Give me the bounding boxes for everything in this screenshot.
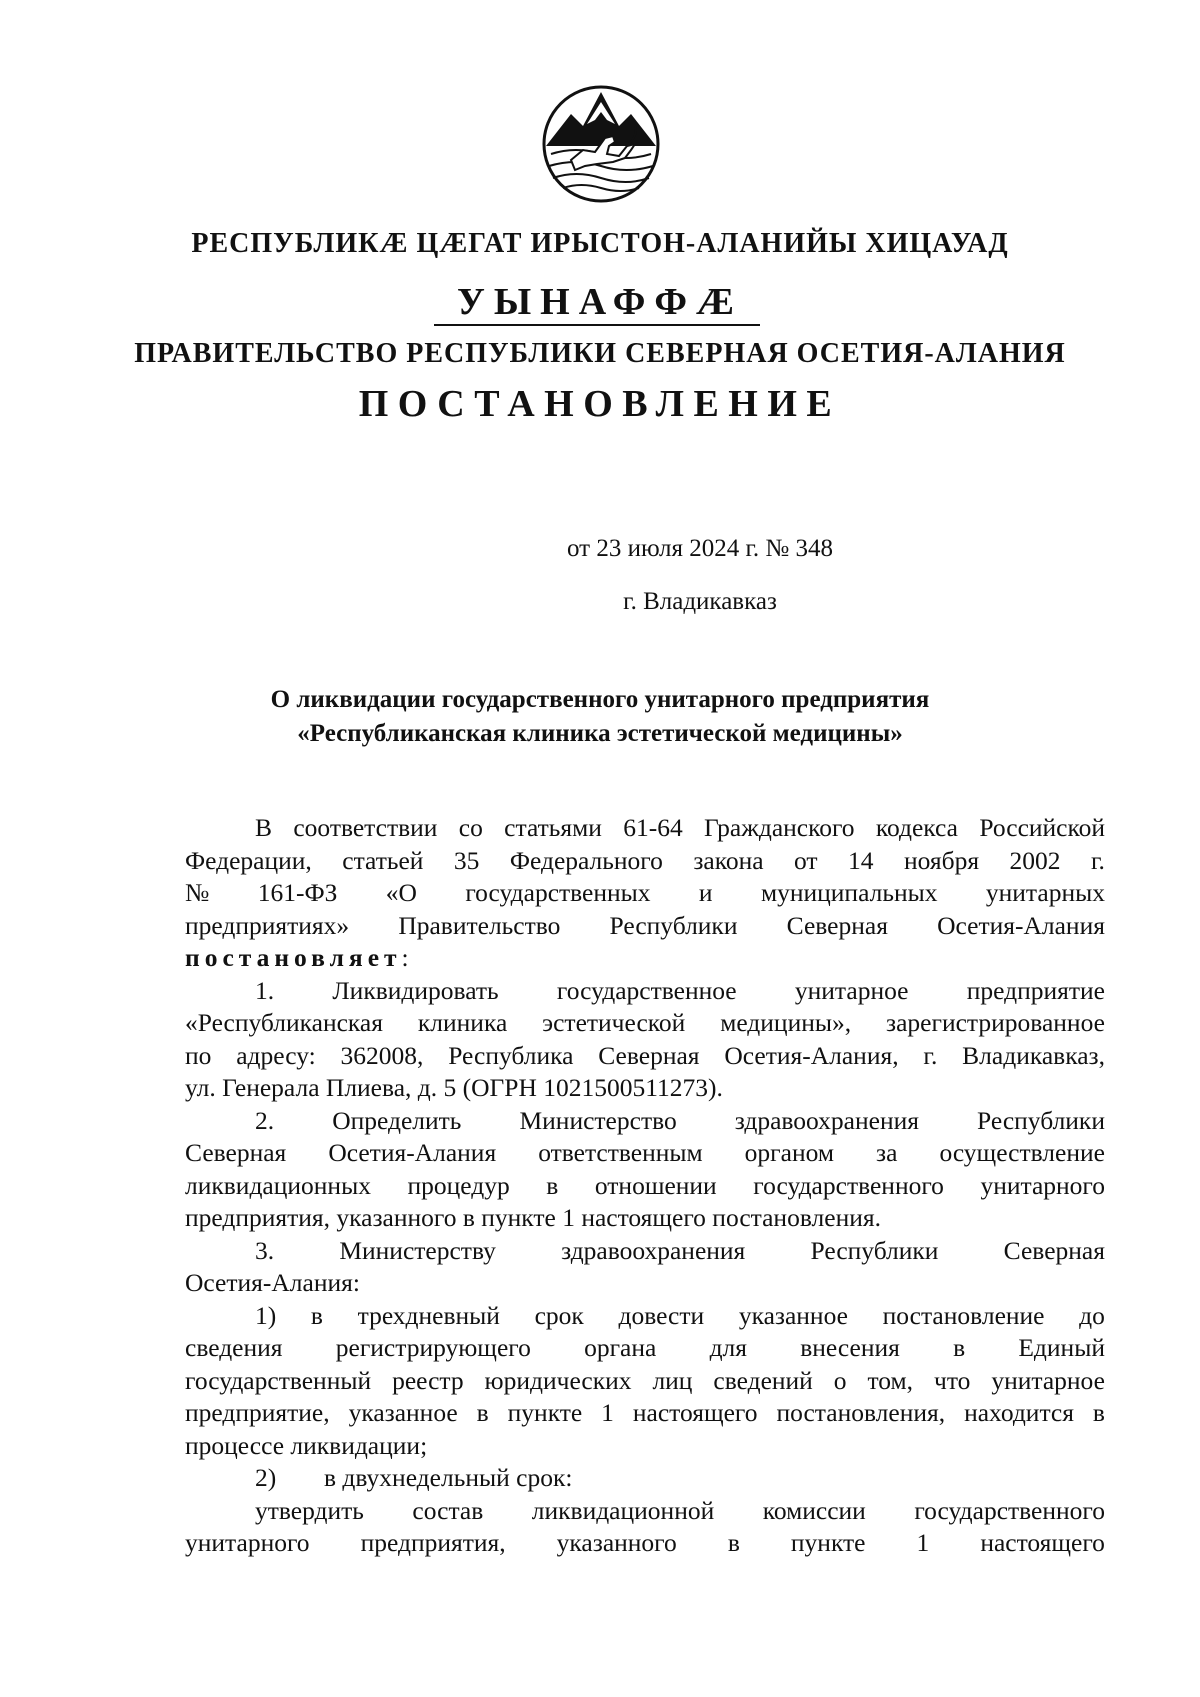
word: Республики [977, 1105, 1105, 1135]
word: «О [385, 878, 417, 907]
word: ответственным [538, 1138, 703, 1167]
body-line [185, 845, 1105, 878]
word: предприятие, [185, 1398, 330, 1427]
word: Осетия-Алания [328, 1138, 497, 1167]
word: зарегистрированное [886, 1008, 1105, 1037]
word: 14 [848, 845, 874, 875]
word: состав [412, 1495, 484, 1525]
word: указанное [348, 1398, 458, 1427]
document-date-number: от 23 июля 2024 г. № 348 [566, 535, 834, 562]
word: здравоохранения [561, 1235, 746, 1265]
word: от [794, 845, 818, 875]
resolution-keyword: постановляет [185, 943, 402, 972]
word: г. [1090, 845, 1105, 875]
word: унитарного [185, 1528, 310, 1557]
word: за [876, 1138, 898, 1167]
word: эстетической [542, 1008, 686, 1037]
word: в [476, 1398, 489, 1427]
russian-document-type: ПОСТАНОВЛЕНИЕ [358, 383, 842, 425]
word: 1 [916, 1528, 930, 1557]
item-number: 1. [255, 975, 275, 1005]
word: юридических [484, 1365, 632, 1395]
word: Российской [979, 813, 1105, 842]
word: Владикавказ, [962, 1040, 1105, 1070]
subitem-2-text: в двухнедельный срок: [324, 1463, 573, 1492]
word: до [1079, 1300, 1105, 1330]
word: том, [867, 1365, 914, 1395]
word: пункте [507, 1398, 583, 1427]
word: государственное [556, 975, 737, 1005]
item-number: 2. [255, 1105, 275, 1135]
body-line [185, 1170, 1105, 1203]
subject-line: О ликвидации государственного унитарного предприятия [270, 686, 930, 713]
word: статьей [342, 845, 424, 875]
word: настоящего [632, 1398, 758, 1427]
word: ликвидационных [185, 1170, 371, 1200]
word: органа [584, 1333, 657, 1362]
document-body [185, 812, 1105, 1560]
word: Республики [810, 1235, 939, 1265]
word: Единый [1018, 1333, 1105, 1362]
word: указанного [556, 1528, 677, 1557]
subitem-2-number: 2) [255, 1463, 277, 1492]
word: указанное [738, 1300, 848, 1330]
word: № [185, 878, 210, 907]
document-city: г. Владикавказ [623, 588, 777, 615]
body-line: предприятия, указанного в пункте 1 настоящего постановления. [185, 1203, 881, 1232]
body-line [185, 1495, 1105, 1528]
word: унитарное [794, 975, 909, 1005]
word: осуществление [939, 1138, 1105, 1167]
word: регистрирующего [335, 1333, 531, 1362]
body-line [185, 1365, 1105, 1398]
word: соответствии [293, 813, 438, 842]
word: 362008, [340, 1040, 424, 1070]
word: Ликвидировать [332, 975, 499, 1005]
word: процедур [407, 1170, 510, 1200]
item-number: 3. [255, 1235, 275, 1265]
body-line: Осетия-Алания: [185, 1268, 360, 1297]
body-line [185, 1007, 1105, 1040]
word: г. [923, 1040, 938, 1070]
word: настоящего [980, 1528, 1105, 1557]
document-subject [200, 683, 1000, 751]
word: унитарного [980, 1170, 1105, 1200]
word: государственных [465, 878, 651, 907]
word: Правительство [398, 910, 561, 940]
body-line [185, 1527, 1105, 1560]
word: в [310, 1300, 323, 1330]
word: сведения [185, 1333, 283, 1362]
header-underline [434, 324, 760, 326]
body-line: процессе ликвидации; [185, 1430, 428, 1460]
word: Осетия-Алания, [724, 1040, 899, 1070]
word: 1 [601, 1398, 614, 1427]
subitem-2-line [185, 1462, 1105, 1495]
word: Министерству [339, 1235, 496, 1265]
ossetian-document-type: УЫНАФФÆ [456, 281, 744, 323]
word: Федерального [509, 845, 663, 875]
word: ноября [903, 845, 980, 875]
item-number: 1) [255, 1300, 277, 1330]
word: сведений [713, 1365, 813, 1395]
word: и [698, 878, 713, 907]
word: предприятие [966, 975, 1105, 1005]
word: в [727, 1528, 740, 1557]
word: в [546, 1170, 559, 1200]
word: утвердить [255, 1495, 364, 1525]
word: унитарных [985, 878, 1105, 907]
word: постановления, [776, 1398, 946, 1427]
body-line [185, 910, 1105, 943]
word: в [953, 1333, 966, 1362]
item-3-line [185, 1235, 1105, 1268]
russian-government-title: ПРАВИТЕЛЬСТВО РЕСПУБЛИКИ СЕВЕРНАЯ ОСЕТИЯ-АЛАНИЯ [134, 338, 1066, 369]
subitem-1-line [185, 1300, 1105, 1333]
word: кодекса [875, 813, 958, 842]
word: со [458, 813, 483, 842]
word: Северная [1003, 1235, 1105, 1265]
word: унитарное [991, 1365, 1105, 1395]
word: Министерство [519, 1105, 677, 1135]
word: государственного [753, 1170, 944, 1200]
word: предприятия, [360, 1528, 506, 1557]
word: Гражданского [704, 813, 855, 842]
item-2-line [185, 1105, 1105, 1138]
word: пункте [790, 1528, 866, 1557]
word: Республики [609, 910, 738, 940]
ossetian-government-title: РЕСПУБЛИКÆ ЦÆГАТ ИРЫСТОН-АЛАНИЙЫ ХИЦАУАД [191, 228, 1009, 259]
body-line [185, 1137, 1105, 1170]
word: Определить [332, 1105, 462, 1135]
word: клиника [417, 1008, 508, 1037]
body-line: ул. Генерала Плиева, д. 5 (ОГРН 1021500511273). [185, 1073, 723, 1102]
word: отношении [594, 1170, 717, 1200]
word: 2002 [1009, 845, 1061, 875]
body-line [185, 812, 1105, 845]
word: закона [693, 845, 764, 875]
word: внесения [800, 1333, 900, 1362]
word: по [185, 1040, 212, 1070]
word: Республика [448, 1040, 574, 1070]
word: лиц [652, 1365, 693, 1395]
subject-line: «Республиканская клиника эстетической медицины» [297, 720, 903, 747]
word: 61-64 [623, 813, 683, 842]
word: В [255, 813, 273, 842]
word: что [934, 1365, 971, 1395]
word: Северная [598, 1040, 700, 1070]
word: государственный [185, 1365, 372, 1395]
word: о [833, 1365, 847, 1395]
word: Северная [185, 1138, 287, 1167]
body-line [185, 1332, 1105, 1365]
word: находится [964, 1398, 1074, 1427]
word: «Республиканская [185, 1008, 383, 1037]
body-line [185, 877, 1105, 910]
body-line [185, 1040, 1105, 1073]
word: Осетия-Алания [937, 910, 1105, 940]
word: 35 [453, 845, 480, 875]
item-1-line [185, 975, 1105, 1008]
word: ликвидационной [531, 1495, 715, 1525]
word: в [1092, 1398, 1105, 1427]
word: довести [618, 1300, 705, 1330]
word: для [709, 1333, 747, 1362]
word: органом [744, 1138, 834, 1167]
word: государственного [914, 1495, 1105, 1525]
word: комиссии [762, 1495, 866, 1525]
word: адресу: [236, 1040, 316, 1070]
word: трехдневный [357, 1300, 500, 1330]
word: здравоохранения [734, 1105, 919, 1135]
word: реестр [392, 1365, 464, 1395]
word: муниципальных [760, 878, 938, 907]
word: медицины», [720, 1008, 852, 1037]
word: статьями [504, 813, 602, 842]
word: Федерации, [185, 845, 312, 875]
word: Северная [786, 910, 888, 940]
word: постановление [882, 1300, 1045, 1330]
coat-of-arms-emblem [541, 84, 661, 204]
body-line [185, 1397, 1105, 1430]
word: 161-ФЗ [257, 878, 338, 907]
body-line [185, 942, 1105, 975]
word: срок [534, 1300, 584, 1330]
resolution-colon: : [401, 943, 409, 972]
word: предприятиях» [185, 910, 350, 940]
